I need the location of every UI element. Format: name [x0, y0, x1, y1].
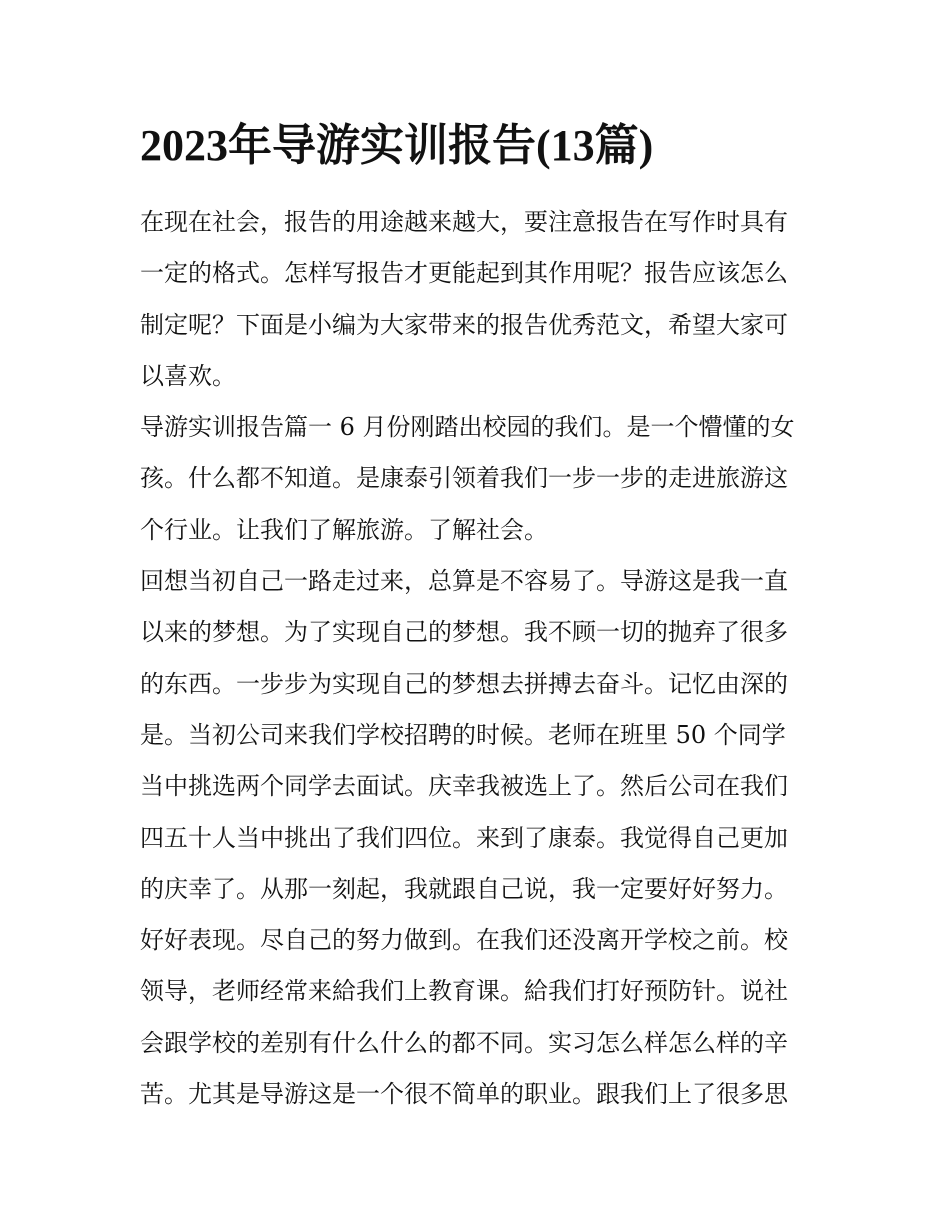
text-line: 在现在社会，报告的用途越来越大，要注意报告在写作时具有	[140, 208, 788, 236]
text-line: 回想当初自己一路走过来，总算是不容易了。导游这是我一直	[140, 567, 788, 596]
text-line: 好好表现。尽自己的努力做到。在我们还没离开学校之前。校	[140, 926, 788, 955]
text-line: 会跟学校的差别有什么什么的都不同。实习怎么样怎么样的辛	[140, 1028, 788, 1057]
text-line: 的庆幸了。从那一刻起，我就跟自己说，我一定要好好努力。	[140, 874, 788, 903]
text-line: 是。当初公司来我们学校招聘的时候。老师在班里 50 个同学	[140, 720, 786, 749]
text-line: 当中挑选两个同学去面试。庆幸我被选上了。然后公司在我们	[140, 772, 788, 801]
text-line: 以喜欢。	[140, 361, 236, 390]
body-text	[140, 197, 812, 1120]
page-title: 2023年导游实训报告(13篇)	[140, 121, 654, 170]
text-line: 一定的格式。怎样写报告才更能起到其作用呢？报告应该怎么	[140, 259, 788, 288]
text-line: 四五十人当中挑出了我们四位。来到了康泰。我觉得自己更加	[140, 823, 788, 852]
text-line: 苦。尤其是导游这是一个很不简单的职业。跟我们上了很多思	[140, 1080, 788, 1109]
text-line: 领导，老师经常来給我们上教育课。給我们打好预防针。说社	[140, 977, 788, 1006]
text-line: 的东西。一步步为实现自己的梦想去拼搏去奋斗。记忆由深的	[140, 669, 788, 698]
text-line: 个行业。让我们了解旅游。了解社会。	[140, 515, 548, 544]
text-line: 导游实训报告篇一 6 月份刚踏出校园的我们。是一个懵懂的女	[140, 413, 795, 442]
text-line: 以来的梦想。为了实现自己的梦想。我不顾一切的抛弃了很多	[140, 618, 788, 647]
text-line: 制定呢？下面是小编为大家带来的报告优秀范文，希望大家可	[140, 310, 788, 339]
text-line: 孩。什么都不知道。是康泰引领着我们一步一步的走进旅游这	[140, 464, 788, 493]
